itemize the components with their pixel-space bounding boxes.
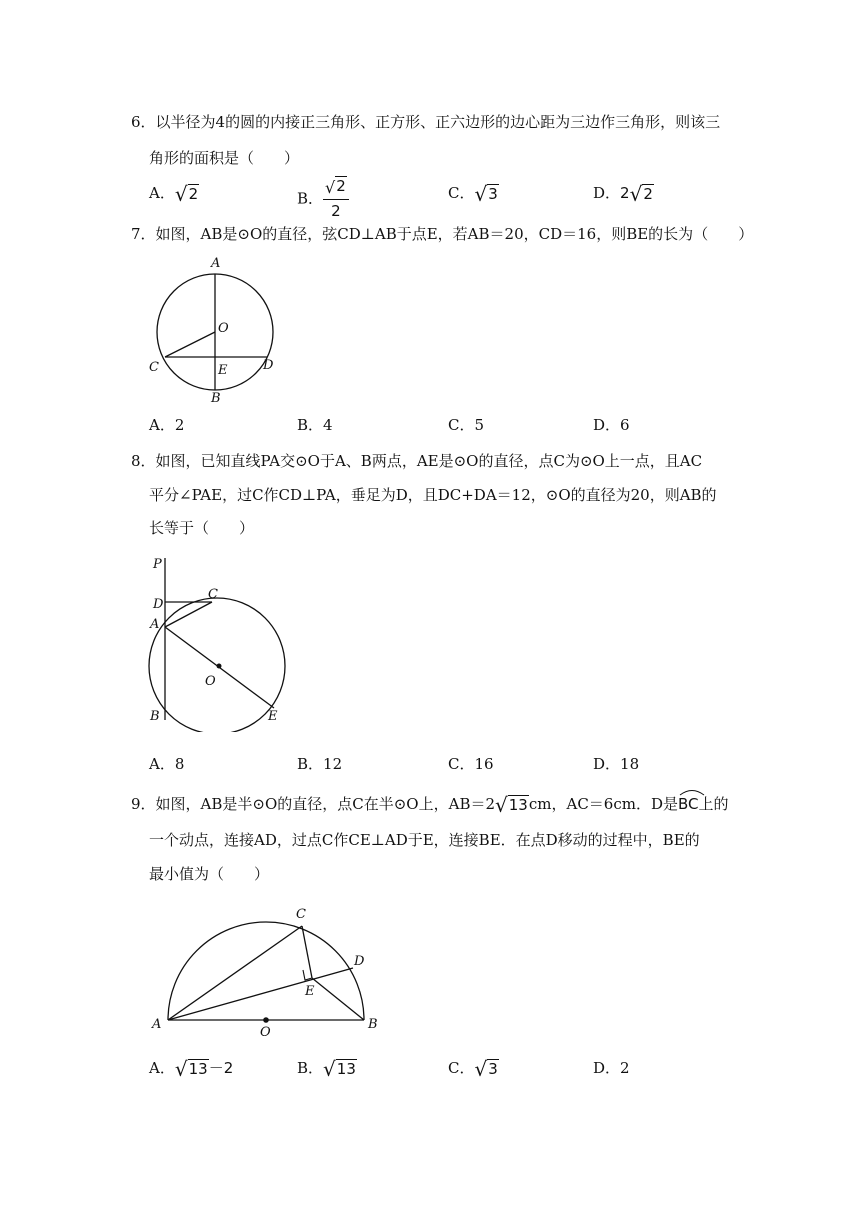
- radicand: 13: [508, 796, 528, 814]
- q8-label-d: D: [153, 597, 164, 612]
- option-label: C．: [448, 184, 475, 202]
- q7-line-1: 7．如图，AB是⊙O的直径，弦CD⊥AB于点E，若AB＝20，CD＝16，则BE的长为（ ）: [131, 225, 754, 243]
- radicand: 3: [488, 1060, 498, 1078]
- q6-option-c: [448, 183, 499, 204]
- q9-label-e: E: [305, 984, 315, 999]
- q7-option-c: C．5: [448, 416, 485, 434]
- q6-line-2: 角形的面积是（ ）: [149, 149, 300, 167]
- sqrt: √13: [495, 793, 528, 817]
- q7-label-c: C: [149, 360, 159, 375]
- arc-bc: [678, 794, 699, 814]
- q9-line-1-start: 9．如图，AB是半⊙O的直径，点C在半⊙O上，AB＝2: [131, 795, 496, 813]
- radicand: 2: [188, 185, 199, 203]
- arc-label: BC: [678, 795, 699, 813]
- q8-label-p: P: [153, 557, 162, 572]
- q8-line-1: 8．如图，已知直线PA交⊙O于A、B两点，AE是⊙O的直径，点C为⊙O上一点，且AC: [131, 452, 703, 470]
- q6-option-a: [149, 183, 199, 204]
- q8-line-3: 长等于（ ）: [149, 519, 255, 537]
- sqrt: √13: [174, 1057, 208, 1081]
- q8-option-a: A．8: [149, 755, 185, 773]
- sqrt: √3: [474, 182, 498, 206]
- q9-label-c: C: [296, 907, 306, 922]
- q7-label-b: B: [211, 391, 221, 406]
- q7-label-a: A: [211, 256, 221, 271]
- radicand: 13: [336, 1060, 356, 1078]
- q8-line-2: 平分∠PAE，过C作CD⊥PA，垂足为D，且DC+DA＝12，⊙O的直径为20，则AB的: [149, 486, 717, 504]
- option-label: C．: [448, 1059, 475, 1077]
- option-label: D．: [593, 184, 621, 202]
- q6-line-1: 6．以半径为4的圆的内接正三角形、正方形、正六边形的边心距为三边作三角形，则该三: [131, 113, 721, 131]
- q7-option-d: D．6: [593, 416, 630, 434]
- q9-line-2: 一个动点，连接AD，过点C作CE⊥AD于E，连接BE．在点D移动的过程中，BE的: [149, 831, 700, 849]
- radicand: 2: [643, 185, 653, 203]
- sqrt: √13: [323, 1057, 356, 1081]
- option-tail: －2: [208, 1059, 234, 1077]
- radicand: 2: [336, 177, 346, 195]
- q9-line-1-end: 上的: [698, 795, 729, 813]
- q8-label-a: A: [150, 617, 160, 632]
- q9-option-d: D．2: [593, 1059, 630, 1077]
- q7-label-o: O: [218, 321, 229, 336]
- coefficient: 2: [620, 184, 630, 202]
- q8-option-c: C．16: [448, 755, 494, 773]
- radicand: 13: [188, 1060, 208, 1078]
- q6-option-b: [297, 176, 349, 221]
- q7-option-a: A．2: [149, 416, 185, 434]
- q7-label-e: E: [218, 363, 228, 378]
- option-label: B．: [297, 1059, 324, 1077]
- q9-option-c: [448, 1058, 499, 1079]
- q8-label-c: C: [208, 587, 218, 602]
- q9-line-3: 最小值为（ ）: [149, 865, 270, 883]
- denominator: 2: [331, 202, 341, 220]
- sqrt: √2: [629, 182, 653, 206]
- q9-label-b: B: [368, 1017, 378, 1032]
- q8-circle-diagram: [145, 552, 295, 732]
- arc-icon: [678, 788, 706, 796]
- radicand: 3: [488, 185, 498, 203]
- option-label: B．: [297, 189, 324, 208]
- q8-label-e: E: [268, 709, 278, 724]
- q8-label-o: O: [205, 674, 216, 689]
- q9-option-a: [149, 1058, 233, 1079]
- q9-line-1: [131, 794, 729, 815]
- q9-line-1-middle: cm，AC＝6cm．D是: [528, 795, 678, 813]
- sqrt: √2: [174, 182, 199, 206]
- q8-option-d: D．18: [593, 755, 640, 773]
- q7-option-b: B．4: [297, 416, 333, 434]
- fraction: $\frac{√2}{2}$: [323, 176, 349, 221]
- q8-label-b: B: [150, 709, 160, 724]
- q9-label-a: A: [152, 1017, 162, 1032]
- q9-label-d: D: [354, 954, 365, 969]
- q7-label-d: D: [263, 358, 274, 373]
- q7-circle-diagram: [145, 250, 285, 410]
- q9-option-b: [297, 1058, 357, 1079]
- q8-option-b: B．12: [297, 755, 343, 773]
- q9-label-o: O: [260, 1025, 271, 1040]
- sqrt: √3: [474, 1057, 498, 1081]
- option-label: A．: [149, 1059, 175, 1077]
- q6-option-d: [593, 183, 654, 204]
- q9-semicircle-diagram: [148, 898, 388, 1048]
- option-label: A．: [149, 184, 175, 202]
